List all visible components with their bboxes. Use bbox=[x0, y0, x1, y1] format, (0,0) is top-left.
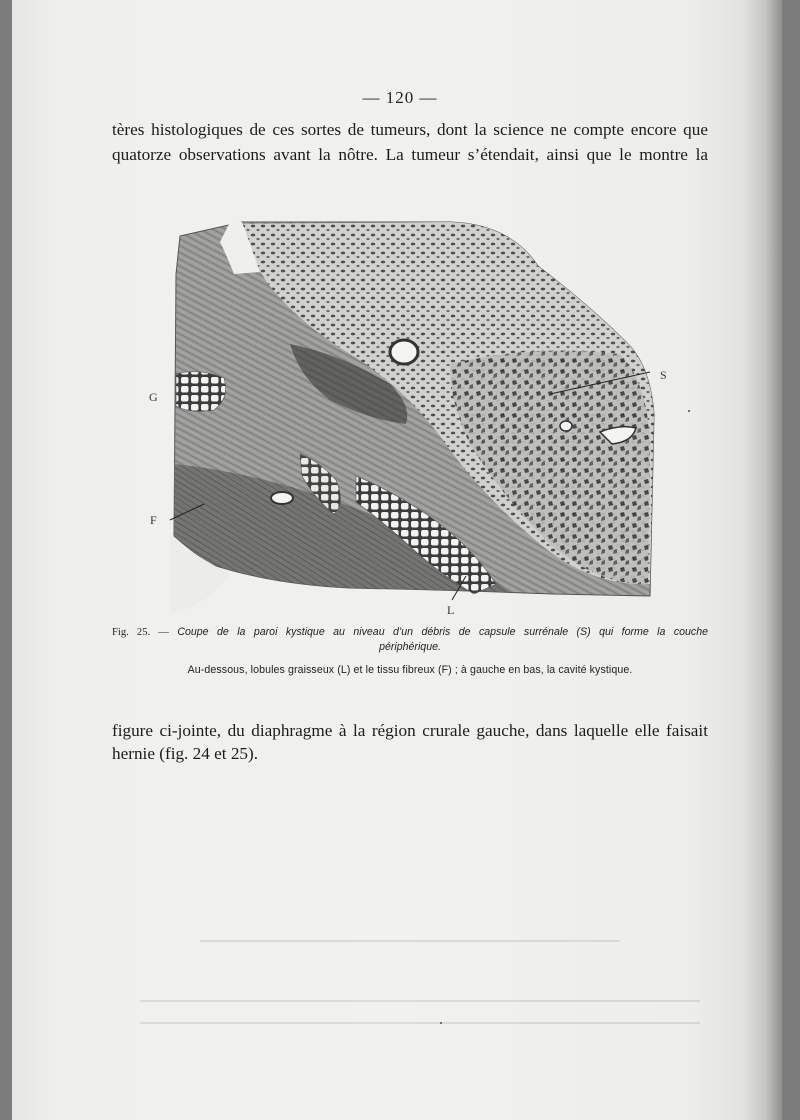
page-number: — 120 — bbox=[362, 88, 438, 107]
show-through-line bbox=[140, 1022, 700, 1024]
show-through-line bbox=[200, 940, 620, 942]
body-text-line: tères histologiques de ces sortes de tumeurs, dont la science ne compte encore que bbox=[112, 120, 708, 139]
vessel-lower bbox=[271, 492, 293, 504]
figure-caption-text: Coupe de la paroi kystique au niveau d’un débris de capsule surrénale (S) qui forme la couche bbox=[177, 626, 708, 638]
figure-caption-continuation: périphérique. bbox=[379, 641, 441, 653]
body-text-line: figure ci-jointe, du diaphragme à la région crurale gauche, dans laquelle elle faisait bbox=[112, 721, 708, 740]
figure-label-l: L bbox=[447, 603, 455, 617]
figure-number: Fig. 25. — bbox=[112, 627, 169, 638]
histology-figure bbox=[150, 214, 670, 624]
figure-caption-note: Au-dessous, lobules graisseux (L) et le tissu fibreux (F) ; à gauche en bas, la cavité kystique. bbox=[187, 664, 633, 676]
vessel-small bbox=[560, 421, 572, 431]
show-through-line bbox=[140, 1000, 700, 1002]
figure-label-f: F bbox=[150, 513, 157, 527]
page-edge-shadow bbox=[742, 0, 782, 1120]
figure-label-s: S bbox=[660, 368, 667, 382]
figure-caption-line bbox=[112, 626, 708, 638]
speck bbox=[688, 410, 690, 412]
figure-label-g: G bbox=[149, 390, 158, 404]
body-text-line: hernie (fig. 24 et 25). bbox=[112, 744, 259, 763]
fat-lobule-g bbox=[176, 372, 226, 412]
histology-illustration bbox=[150, 214, 670, 624]
body-text-line: quatorze observations avant la nôtre. La tumeur s’étendait, ainsi que le montre la bbox=[112, 145, 708, 164]
vessel-upper bbox=[390, 340, 418, 364]
